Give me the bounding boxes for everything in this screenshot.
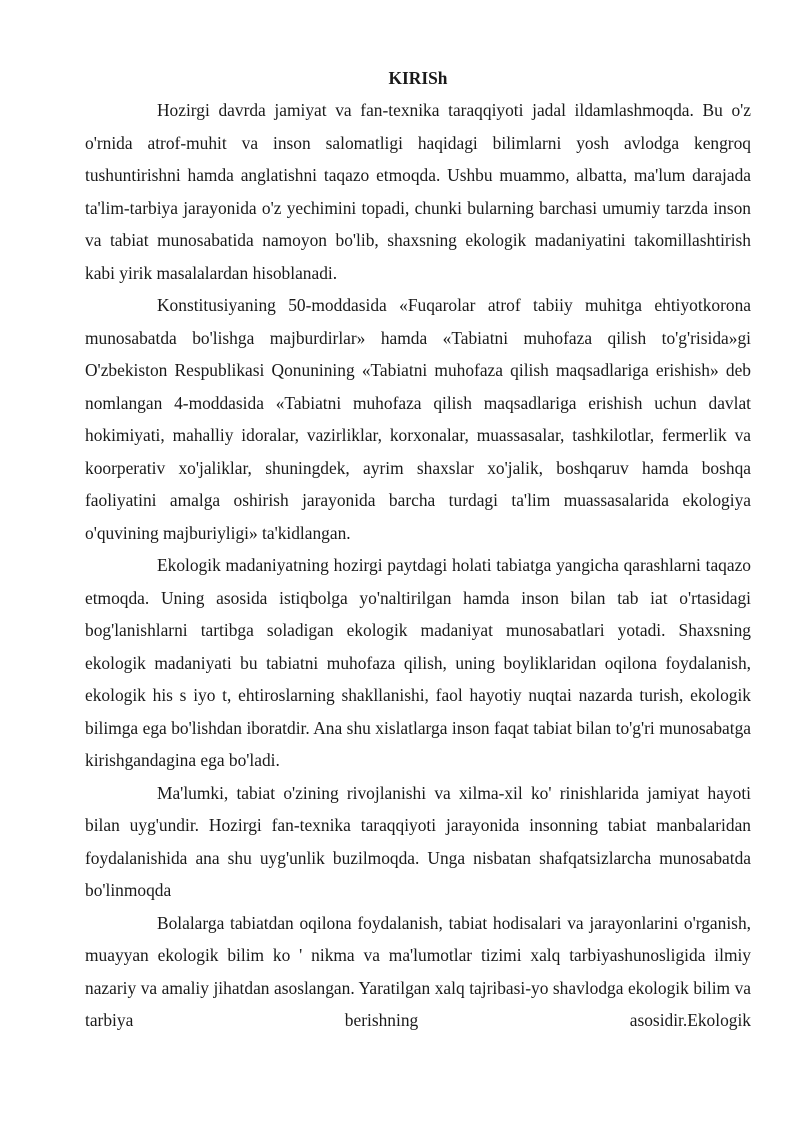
- paragraph-ecological-culture: Ekologik madaniyatning hozirgi paytdagi holati tabiatga yangicha qarashlarni taqazo etmoqda. Uning asosida istiqbolga yo'naltirilgan hamda inson bilan tab iat o'rtasidagi bog'lanishlarni tartibga soladigan ekologik madaniyat munosabatlari yotadi. Shaxsning ekologik madaniyati bu tabiatni muhofaza qilish, uning boyliklaridan oqilona foydalanish, ekologik his s iyo t, ehtiroslarning shakllanishi, faol hayotiy nuqtai nazarda turish, ekologik bilimga ega bo'lishdan iboratdir. Ana shu xislatlarga inson faqat tabiat bilan to'g'ri munosabatga kirishgandagina ega bo'ladi.: [85, 555, 751, 770]
- document-title: KIRISh: [388, 68, 448, 88]
- paragraph-intro: Hozirgi davrda jamiyat va fan-texnika taraqqiyoti jadal ildamlashmoqda. Bu o'z o'rnida atrof-muhit va inson salomatligi haqidagi bilimlarni yosh avlodga kengroq tushuntirishni hamda anglatishni taqazo etmoqda. Ushbu muammo, albatta, ma'lum darajada ta'lim-tarbiya jarayonida o'z yechimini topadi, chunki bularning barchasi umumiy tarzda inson va tabiat munosabatida namoyon bo'lib, shaxsning ekologik madaniyatini takomillashtirish kabi yirik masalalardan hisoblanadi.: [85, 100, 751, 283]
- paragraph-nature-harmony: Ma'lumki, tabiat o'zining rivojlanishi va xilma-xil ko' rinishlarida jamiyat hayoti bilan uyg'undir. Hozirgi fan-texnika taraqqiyoti jarayonida insonning tabiat manbalaridan foydalanishida ana shu uyg'unlik buzilmoqda. Unga nisbatan shafqatsizlarcha munosabatda bo'linmoqda: [85, 782, 751, 900]
- document-page: [85, 62, 751, 1037]
- paragraph-constitution: Konstitusiyaning 50-moddasida «Fuqarolar atrof tabiiy muhitga ehtiyotkorona munosabatda bo'lishga majburdirlar» hamda «Tabiatni muhofaza qilish to'g'risida»gi O'zbekiston Respublikasi Qonunining «Tabiatni muhofaza qilish maqsadlariga erishish» deb nomlangan 4-moddasida «Tabiatni muhofaza qilish maqsadlariga erishish uchun davlat hokimiyati, mahalliy idoralar, vazirliklar, korxonalar, muassasalar, tashkilotlar, fermerlik va koorperativ xo'jaliklar, shuningdek, ayrim shaxslar xo'jalik, boshqaruv hamda boshqa faoliyatini amalga oshirish jarayonida barcha turdagi ta'lim muassasalarida ekologiya o'quvining majburiyligi» ta'kidlangan.: [85, 295, 751, 543]
- paragraph-children-education: Bolalarga tabiatdan oqilona foydalanish, tabiat hodisalari va jarayonlarini o'rganish, muayyan ekologik bilim ko ' nikma va ma'lumotlar tizimi xalq tarbiyashunosligida ilmiy nazariy va amaliy jihatdan asoslangan. Yaratilgan xalq tajribasi-yo shavlodga ekologik bilim va tarbiya berishning asosidir.Ekologik: [85, 912, 751, 1030]
